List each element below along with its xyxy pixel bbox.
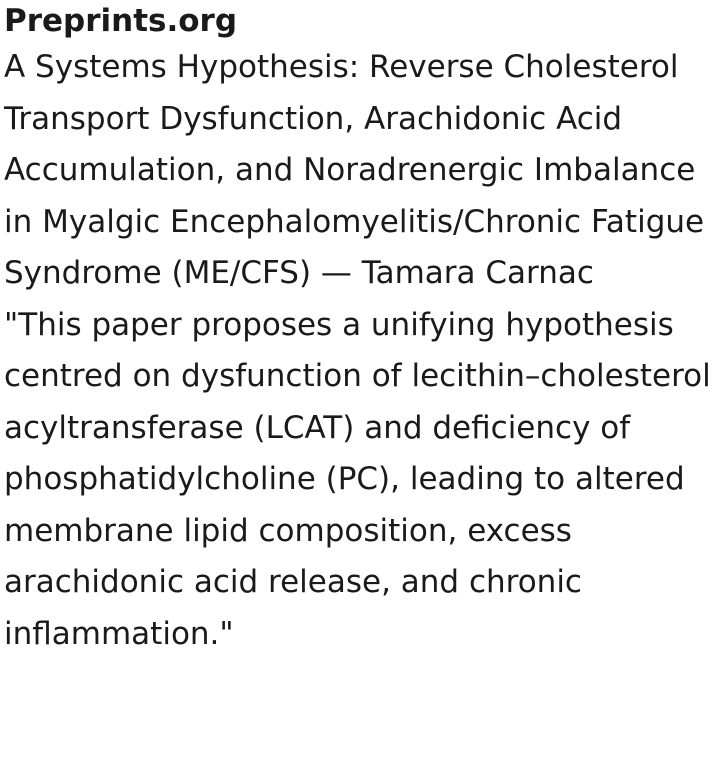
article-title-and-author[interactable]: A Systems Hypothesis: Reverse Cholesterol Transport Dysfunction, Arachidonic Acid Accumulation, and Noradrenergic Imbalance in Myalgic Encephalomyelitis/Chronic Fatigue Syndrome (ME/CFS) — Tamara Carnac bbox=[4, 49, 705, 291]
article-excerpt: "This paper proposes a unifying hypothesis centred on dysfunction of lecithin–cholesterol acyltransferase (LCAT) and deficiency of phosphatidylcholine (PC), leading to altered membrane lipid composition, excess arachidonic acid release, and chronic inflammation." bbox=[4, 306, 711, 652]
source-site-name: Preprints.org bbox=[4, 3, 238, 39]
